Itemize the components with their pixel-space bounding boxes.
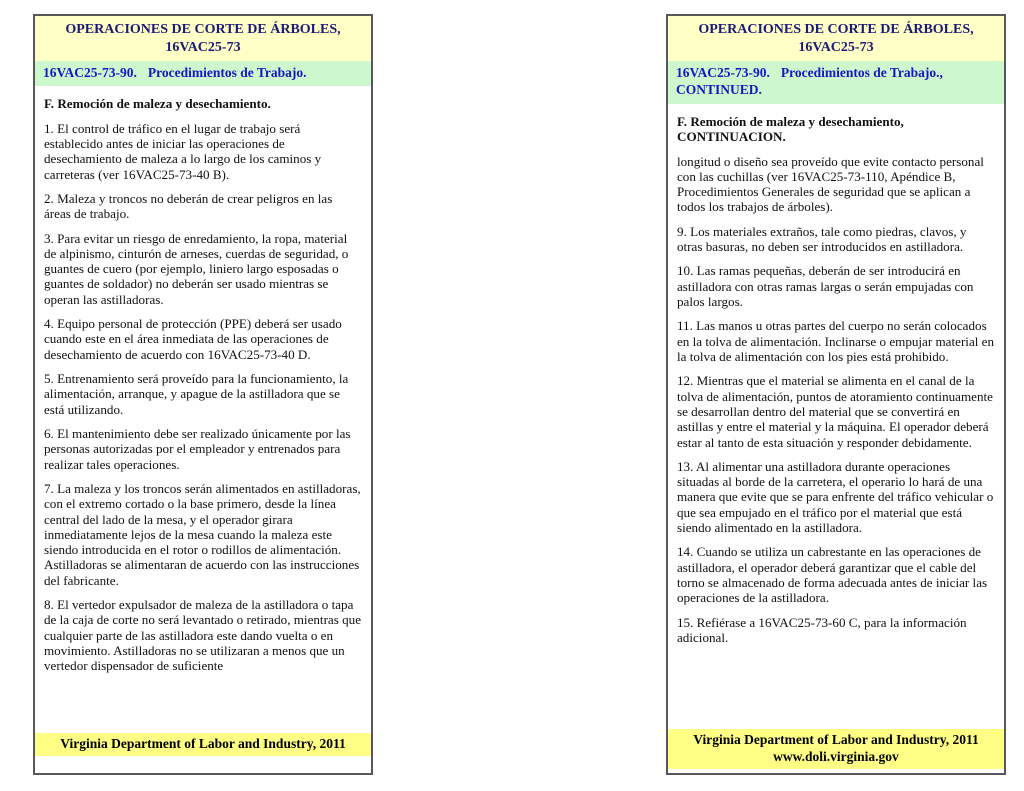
page-body-right <box>668 104 1004 729</box>
paragraph-1: 1. El control de tráfico en el lugar de trabajo será establecido antes de iniciar las operaciones de desechamiento de maleza a lo largo de los caminos y carreteras (ver 16VAC25-73-40 B). <box>44 120 322 182</box>
footer-url: www.doli.virginia.gov <box>773 749 899 765</box>
section-title: Procedimientos de Trabajo., CONTINUED. <box>676 64 943 98</box>
paragraph-10: 10. Las ramas pequeñas, deberán de ser introducirá en astilladora con otras ramas largas o serán empujadas con palos largos. <box>677 263 974 310</box>
page-title-line1: OPERACIONES DE CORTE DE ÁRBOLES, <box>65 22 341 37</box>
subsection-heading: F. Remoción de maleza y desechamiento, CONTINUACION. <box>677 113 904 145</box>
footer-text: Virginia Department of Labor and Industry, 2011 <box>693 731 979 747</box>
footer-band-left <box>35 733 371 756</box>
footer-band-right <box>668 729 1004 769</box>
pamphlet-page-left <box>33 14 373 775</box>
paragraph-12: 12. Mientras que el material se alimenta en el canal de la tolva de alimentación, puntos de atoramiento continuamente se desarrollan dentro del material que se convertirá en astillas y entre el material y la máquina. El operador deberá estar al tanto de esta situación y responder debidamente. <box>677 373 993 450</box>
page-title-line2: 16VAC25-73 <box>165 39 241 55</box>
paragraph-8: 8. El vertedor expulsador de maleza de la astilladora o tapa de la caja de corte no será levantado o retirado, mientras que cualquier parte de las astilladora este dando vuelta o en movimiento. Astilladoras no se utilizaran a menos que un vertedor dispensador de suficiente <box>44 597 362 674</box>
pamphlet-page-right <box>666 14 1006 775</box>
paragraph-9: 9. Los materiales extraños, tale como piedras, clavos, y otras basuras, no deben ser introducidos en astilladora. <box>677 223 967 255</box>
section-heading-band-right <box>668 61 1004 104</box>
paragraph-5: 5. Entrenamiento será proveído para la funcionamiento, la alimentación, arranque, y apague de la astilladora que se está utilizando. <box>44 371 349 417</box>
page-body-left <box>35 86 371 733</box>
page-title-band-left <box>35 16 371 61</box>
page-title-line2: 16VAC25-73 <box>798 39 874 55</box>
section-heading-band-left <box>35 61 371 87</box>
page-title-band-right <box>668 16 1004 61</box>
paragraph-7: 7. La maleza y los troncos serán alimentados en astilladoras, con el extremo cortado o la base primero, desde la línea central del lado de la mesa, y el operador girara inmediatamente lejos de la mesa cuando la maleza este siendo introducida en el rotor o rodillos de alimentación. Astilladoras se alimentaran de acuerdo con las instrucciones del fabricante. <box>44 480 361 588</box>
paragraph-4: 4. Equipo personal de protección (PPE) deberá ser usado cuando este en el área inmediata de las operaciones de desechamiento de acuerdo con 16VAC25-73-40 D. <box>44 316 342 362</box>
section-code: 16VAC25-73-90. <box>676 64 770 80</box>
paragraph-11: 11. Las manos u otras partes del cuerpo no serán colocados en la tolva de alimentación. Inclinarse o empujar material en la tolva de alimentación con los pies está prohibido. <box>677 318 995 364</box>
paragraph-13: 13. Al alimentar una astilladora durante operaciones situadas al borde de la carretera, el operario lo hará de una manera que evite que se para enfrente del tráfico vehicular o que sea empujado en el tráfico por el material que está siendo alimentado en la astilladora. <box>677 458 994 536</box>
section-code: 16VAC25-73-90. <box>43 64 137 80</box>
paragraph-2: 2. Maleza y troncos no deberán de crear peligros en las áreas de trabajo. <box>44 190 333 222</box>
section-title: Procedimientos de Trabajo. <box>147 64 307 80</box>
page-title-line1: OPERACIONES DE CORTE DE ÁRBOLES, <box>698 22 974 37</box>
paragraph-6: 6. El mantenimiento debe ser realizado únicamente por las personas autorizadas por el empleador y entrenados para realizar tales operaciones. <box>44 425 351 472</box>
paragraph-15: 15. Refiérase a 16VAC25-73-60 C, para la información adicional. <box>677 614 967 645</box>
footer-text: Virginia Department of Labor and Industry, 2011 <box>60 736 346 752</box>
paragraph-3: 3. Para evitar un riesgo de enredamiento, la ropa, material de alpinismo, cinturón de arneses, cuerdas de seguridad, o guantes de cuero (por ejemplo, liniero largo esposadas o guantes de soldador) no deberán ser usado mientras se operan las astilladoras. <box>44 230 349 307</box>
subsection-heading: F. Remoción de maleza y desechamiento. <box>44 96 271 112</box>
paragraph-14: 14. Cuando se utiliza un cabrestante en las operaciones de astilladora, el operador deberá garantizar que el cable del torno se almacenado de forma adecuada antes de iniciar las operaciones de la astilladora. <box>677 544 988 606</box>
paragraph-continuation: longitud o diseño sea proveído que evite contacto personal con las cuchillas (ver 16VAC25-73-110, Apéndice B, Procedimientos Generales de seguridad que se aplican a todos los trabajos de árboles). <box>677 153 984 215</box>
